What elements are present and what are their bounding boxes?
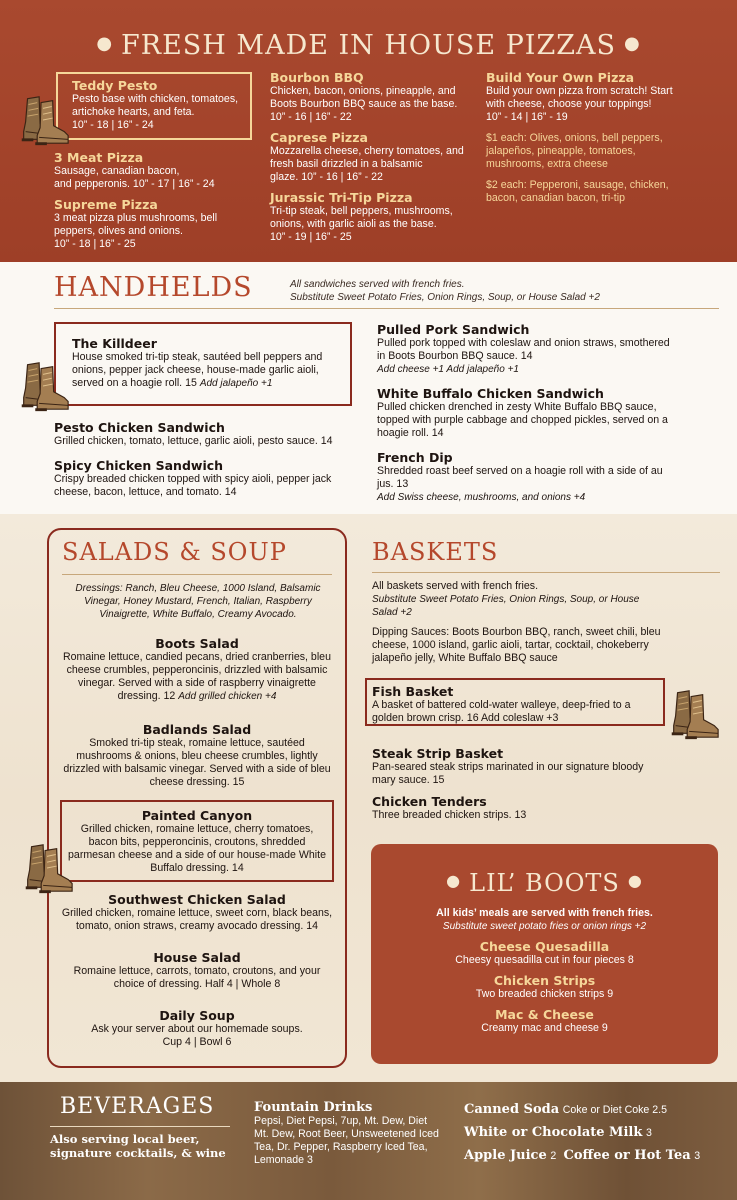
item-addon: Add grilled chicken +4	[178, 691, 277, 702]
pizza-column-1	[72, 78, 256, 132]
item-addon: Add cheese +1 Add jalapeño +1	[377, 364, 519, 375]
pizza-section-title: ● FRESH MADE IN HOUSE PIZZAS ●	[96, 30, 641, 61]
pizza-desc: Mozzarella cheese, cherry tomatoes, and fresh basil drizzled in a balsamic	[270, 145, 464, 170]
menu-item-daily-soup	[62, 1008, 332, 1049]
menu-item-killdeer	[72, 336, 344, 390]
item-name: Pulled Pork Sandwich	[377, 322, 530, 337]
beverages-section	[0, 1082, 737, 1200]
handhelds-note-line2: Substitute Sweet Potato Fries, Onion Rings, Soup, or House Salad +2	[290, 292, 600, 303]
salads-baskets-section	[0, 514, 737, 1082]
item-desc: Cheesy quesadilla cut in four pieces 8	[455, 954, 634, 966]
menu-item-boots-salad	[62, 636, 332, 703]
kids-item	[371, 1007, 718, 1035]
item-desc: Pan-seared steak strips marinated in our signature bloody mary sauce. 15	[372, 761, 644, 786]
juice-and-coffee: Apple Juice 2 Coffee or Hot Tea 3	[464, 1148, 701, 1163]
menu-item-house-salad	[62, 950, 332, 991]
baskets-note	[372, 580, 642, 619]
kids-title: ● LIL’ BOOTS ●	[446, 869, 643, 897]
item-name: Mac & Cheese	[495, 1007, 594, 1022]
baskets-note-line1: All baskets served with french fries.	[372, 580, 539, 592]
item-name: Boots Salad	[155, 636, 239, 651]
pizza-price: 10” - 18 | 16” - 25	[54, 238, 136, 250]
topping-extras-1: $1 each: Olives, onions, bell peppers, jalapeños, pineapple, tomatoes, mushrooms, extra cheese	[486, 132, 663, 170]
cowboy-boots-icon	[664, 686, 722, 742]
beverages-title: BEVERAGES	[60, 1094, 215, 1119]
handhelds-note	[290, 278, 600, 304]
pizza-name: 3 Meat Pizza	[54, 150, 144, 165]
bullet-icon: ●	[446, 871, 462, 890]
pizza-price: 10” - 16 | 16” - 22	[270, 111, 352, 123]
item-name: Cheese Quesadilla	[479, 939, 610, 954]
cowboy-boots-icon	[14, 358, 72, 414]
dressings-note: Dressings: Ranch, Bleu Cheese, 1000 Island, Balsamic Vinegar, Honey Mustard, French, Italian, Raspberry Vinaigrette, White Buffalo, Creamy Avocado.	[75, 583, 321, 620]
divider	[54, 308, 719, 309]
menu-item-southwest-salad	[54, 892, 340, 933]
item-name: Daily Soup	[159, 1008, 235, 1023]
pizza-column-1b	[54, 150, 254, 251]
pizza-desc: Chicken, bacon, onions, pineapple, and Boots Bourbon BBQ sauce as the base.	[270, 85, 458, 110]
item-desc: Pulled pork topped with coleslaw and onion straws, smothered in Boots Bourbon BBQ sauce. 14	[377, 337, 670, 362]
item-desc: Pulled chicken drenched in zesty White Buffalo BBQ sauce, topped with purple cabbage and chopped pickles, served on a hoagie roll. 14	[377, 401, 668, 439]
item-desc: Grilled chicken, romaine lettuce, cherry tomatoes, bacon bits, pepperoncinis, croutons, shredded parmesan cheese and a side of our house-made White Buffalo dressing. 14	[68, 823, 326, 874]
menu-item-fish-basket	[372, 684, 660, 725]
item-name: Fish Basket	[372, 684, 454, 699]
item-desc: Crispy breaded chicken topped with spicy aioli, pepper jack cheese, bacon, lettuce, and tomato. 14	[54, 473, 332, 498]
pizza-price: 10” - 19 | 16” - 25	[270, 231, 352, 243]
item-desc: Grilled chicken, romaine lettuce, sweet corn, black beans, tomato, onion straws, creamy avocado dressing. 14	[61, 907, 333, 932]
dipping-sauces: Dipping Sauces: Boots Bourbon BBQ, ranch, sweet chili, bleu cheese, 1000 island, garlic aioli, tartar, cocktail, chokeberry jalapeño jelly, White Buffalo BBQ sauce	[372, 626, 661, 664]
menu-item-pesto-chicken	[54, 420, 354, 448]
divider	[372, 572, 720, 573]
kids-note-line1: All kids’ meals are served with french fries.	[436, 907, 653, 919]
handhelds-section	[0, 262, 737, 514]
item-name: House Salad	[153, 950, 241, 965]
divider	[50, 1126, 230, 1127]
kids-item	[371, 939, 718, 967]
pizza-name: Build Your Own Pizza	[486, 70, 635, 85]
handhelds-note-line1: All sandwiches served with french fries.	[290, 279, 465, 290]
other-drinks	[464, 1098, 724, 1167]
pizza-desc: Pesto base with chicken, tomatoes, artichoke hearts, and feta.	[72, 93, 239, 118]
pizza-name: Teddy Pesto	[72, 78, 158, 93]
item-name: Spicy Chicken Sandwich	[54, 458, 224, 473]
bullet-icon: ●	[623, 33, 641, 54]
item-name: Steak Strip Basket	[372, 746, 504, 761]
pizza-desc: 3 meat pizza plus mushrooms, bell peppers, olives and onions.	[54, 212, 218, 237]
item-name: The Killdeer	[72, 336, 157, 351]
item-name: Pesto Chicken Sandwich	[54, 420, 225, 435]
bullet-icon: ●	[96, 33, 114, 54]
beverages-note: Also serving local beer, signature cocktails, & wine	[50, 1132, 226, 1160]
menu-item-painted-canyon	[66, 808, 328, 875]
pizza-price: and pepperonis. 10” - 17 | 16” - 24	[54, 178, 215, 190]
item-name: French Dip	[377, 450, 453, 465]
menu-item-badlands-salad	[62, 722, 332, 789]
cowboy-boots-icon	[14, 92, 72, 148]
menu-item-pulled-pork	[377, 322, 673, 376]
item-name: Badlands Salad	[142, 722, 252, 737]
pizza-section	[0, 0, 737, 262]
pizza-name: Bourbon BBQ	[270, 70, 364, 85]
pizza-name: Supreme Pizza	[54, 197, 158, 212]
pizza-name: Jurassic Tri-Tip Pizza	[270, 190, 413, 205]
kids-item	[371, 973, 718, 1001]
item-desc: Two breaded chicken strips 9	[475, 988, 614, 1000]
menu-item-steak-strip-basket	[372, 746, 662, 787]
pizza-column-3	[486, 70, 682, 205]
item-desc: Grilled chicken, tomato, lettuce, garlic aioli, pesto sauce. 14	[54, 435, 333, 447]
item-name: Southwest Chicken Salad	[108, 892, 286, 907]
divider	[62, 574, 332, 575]
canned-soda: Canned Soda Coke or Diet Coke 2.5	[464, 1102, 667, 1117]
item-desc: A basket of battered cold-water walleye, deep-fried to a golden brown crisp. 16 Add coleslaw +3	[372, 699, 631, 724]
item-name: Fountain Drinks	[254, 1100, 373, 1115]
item-desc: Shredded roast beef served on a hoagie roll with a side of au jus. 13	[377, 465, 663, 490]
bullet-icon: ●	[627, 871, 643, 890]
item-desc: Creamy mac and cheese 9	[481, 1022, 608, 1034]
pizza-price: 10” - 18 | 16” - 24	[72, 119, 154, 131]
menu-item-white-buffalo	[377, 386, 677, 440]
item-desc: Romaine lettuce, candied pecans, dried cranberries, bleu cheese crumbles, pepperoncinis, drizzled with balsamic vinegar. Served with a side of raspberry vinaigrette dressing. 12 Add grilled chicken +4	[63, 651, 331, 702]
menu-item-french-dip	[377, 450, 667, 504]
item-desc: Ask your server about our homemade soups.	[91, 1023, 303, 1035]
item-addon: Add Swiss cheese, mushrooms, and onions +4	[377, 492, 586, 503]
item-desc: Smoked tri-tip steak, romaine lettuce, sautéed mushrooms & onions, bleu cheese crumbles, lightly drizzled with balsamic vinegar. Served with a side of bleu cheese dressing. 15	[63, 737, 331, 788]
item-desc: House smoked tri-tip steak, sautéed bell peppers and onions, pepper jack cheese, house-made garlic aioli, served on a hoagie roll. 15 Add jalapeño +1	[72, 351, 323, 389]
pizza-name: Caprese Pizza	[270, 130, 368, 145]
baskets-title: BASKETS	[372, 538, 499, 566]
item-name: Chicken Tenders	[372, 794, 487, 809]
menu-item-chicken-tenders	[372, 794, 662, 822]
fountain-drinks	[254, 1100, 444, 1167]
item-desc: Pepsi, Diet Pepsi, 7up, Mt. Dew, Diet Mt. Dew, Root Beer, Unsweetened Iced Tea, Dr. Pepper, Raspberry Iced Tea, Lemonade 3	[254, 1115, 439, 1166]
kids-note-line2: Substitute sweet potato fries or onion rings +2	[442, 921, 647, 932]
milk: White or Chocolate Milk 3	[464, 1125, 652, 1140]
handhelds-title: HANDHELDS	[54, 272, 253, 303]
kids-menu	[371, 844, 718, 1064]
item-addon: Add jalapeño +1	[199, 378, 273, 389]
item-desc: Three breaded chicken strips. 13	[372, 809, 527, 821]
pizza-price: glaze. 10” - 16 | 16” - 22	[270, 171, 383, 183]
item-price: Cup 4 | Bowl 6	[162, 1036, 232, 1048]
pizza-column-2	[270, 70, 470, 244]
pizza-desc: Sausage, canadian bacon,	[54, 165, 180, 177]
item-name: White Buffalo Chicken Sandwich	[377, 386, 604, 401]
item-desc: Romaine lettuce, carrots, tomato, croutons, and your choice of dressing. Half 4 | Whole 8	[73, 965, 321, 990]
pizza-desc: Tri-tip steak, bell peppers, mushrooms, onions, with garlic aioli as the base.	[270, 205, 453, 230]
baskets-note-line2: Substitute Sweet Potato Fries, Onion Rings, Soup, or House Salad +2	[372, 594, 640, 618]
item-name: Chicken Strips	[493, 973, 596, 988]
pizza-desc: Build your own pizza from scratch! Start with cheese, choose your toppings!	[486, 85, 673, 110]
menu-item-spicy-chicken	[54, 458, 356, 499]
topping-extras-2: $2 each: Pepperoni, sausage, chicken, bacon, canadian bacon, tri-tip	[486, 179, 669, 204]
pizza-price: 10” - 14 | 16” - 19	[486, 111, 568, 123]
salads-title: SALADS & SOUP	[62, 538, 287, 566]
item-name: Painted Canyon	[141, 808, 253, 823]
